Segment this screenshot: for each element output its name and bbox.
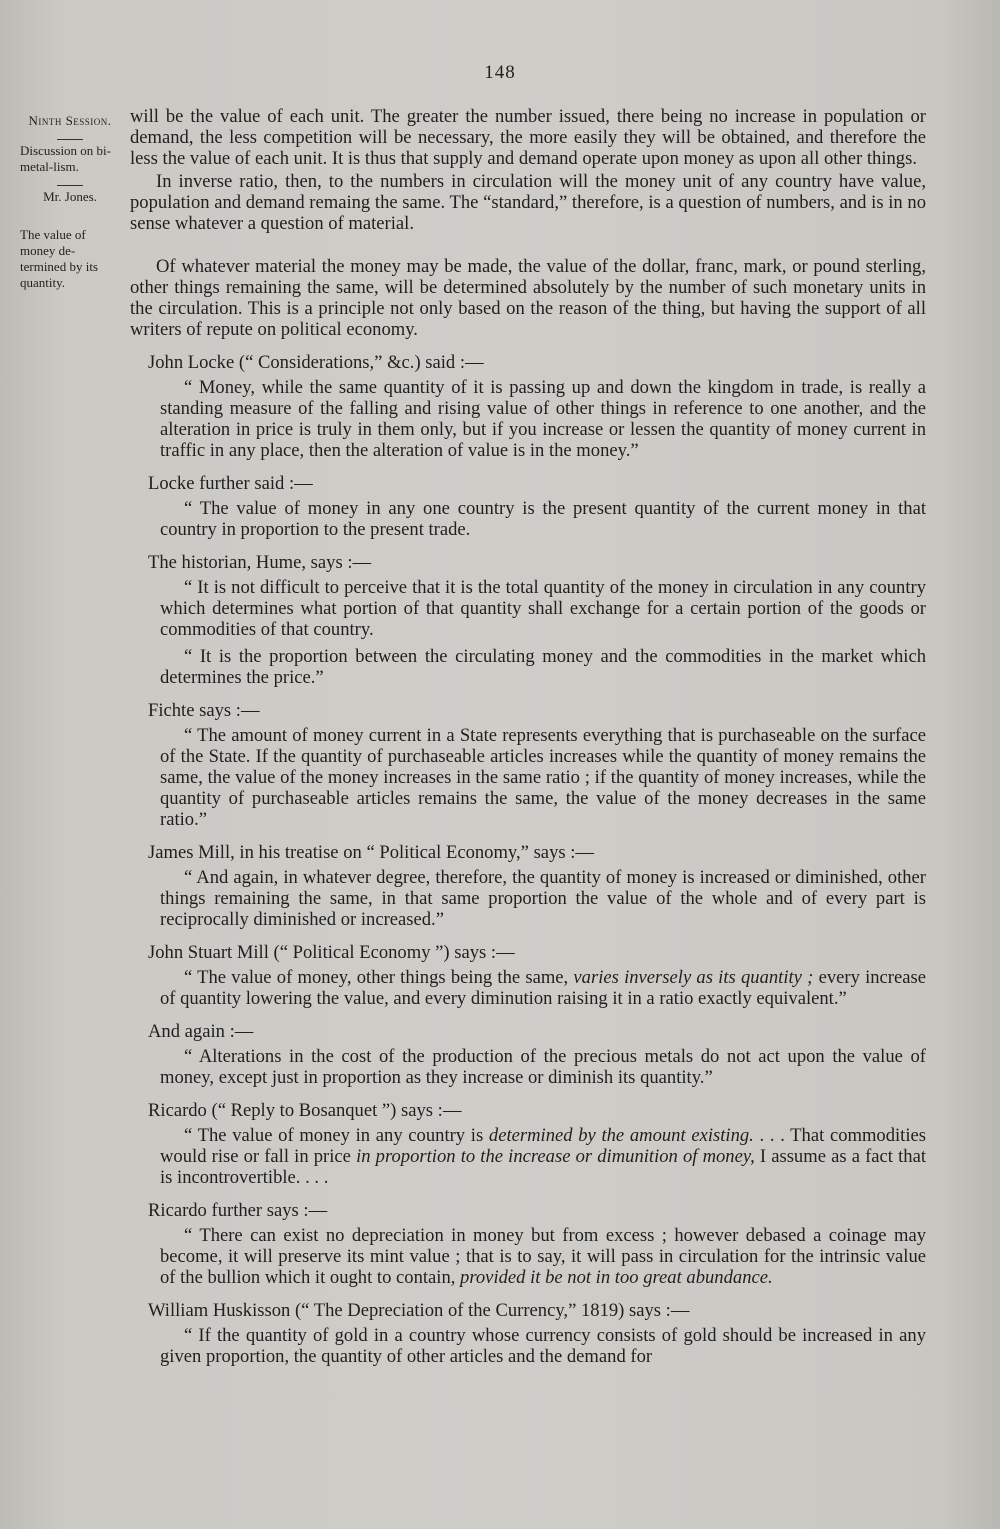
quotation: “ Alterations in the cost of the production of the precious metals do not act upon the value of money, except just in proportion as they increase or diminish its quantity.” <box>160 1046 926 1088</box>
quotation: “ It is not difficult to perceive that it is the total quantity of the money in circulation in any country which determines what portion of that quantity shall exchange for a certain portion of the goods or commodities of that country. <box>160 577 926 640</box>
margin-note-speaker: Mr. Jones. <box>43 189 97 204</box>
citation-intro: And again :— <box>148 1021 254 1042</box>
body-text <box>130 106 926 1373</box>
citation-intro: Ricardo (“ Reply to Bosanquet ”) says :— <box>148 1100 462 1121</box>
citation-intro: The historian, Hume, says :— <box>148 552 372 573</box>
citation-intro: Fichte says :— <box>148 700 260 721</box>
paragraph: In inverse ratio, then, to the numbers in circulation will the money unit of any country have value, population and demand remaing the same. The “standard,” therefore, is a question of numbers, and is in no sense whatever a question of material. <box>130 171 926 234</box>
page-number: 148 <box>484 62 516 83</box>
quotation: “ The value of money, other things being the same, varies inversely as its quantity ; every increase of quantity lowering the value, and every diminution raising it in a ratio exactly equivalent.” <box>160 967 926 1009</box>
citation-intro: Locke further said :— <box>148 473 313 494</box>
quotation: “ The amount of money current in a State represents everything that is purchaseable on the surface of the State. If the quantity of purchaseable articles increases while the quantity of money remains the same, the value of the money increases in the same ratio ; if the quantity of money increases, while the quantity of purchaseable articles remains the same, the value of the money decreases in the same ratio.” <box>160 725 926 830</box>
margin-rule <box>57 139 83 140</box>
citation-intro: John Locke (“ Considerations,” &c.) said :— <box>148 352 484 373</box>
paragraph: will be the value of each unit. The greater the number issued, there being no increase in population or demand, the less competition will be necessary, the more easily they will be obtained, and therefore the less the value of each unit. It is thus that supply and demand operate upon money as upon all other things. <box>130 106 926 169</box>
quotation: “ Money, while the same quantity of it is passing up and down the kingdom in trade, is really a standing measure of the falling and rising value of other things in reference to one another, and the alteration in price is truly in them only, but if you increase or lessen the quantity of money current in traffic in any place, then the alteration of value is in the money.” <box>160 377 926 461</box>
margin-notes <box>20 113 120 301</box>
citation-intro: James Mill, in his treatise on “ Political Economy,” says :— <box>148 842 595 863</box>
quotation: “ The value of money in any one country is the present quantity of the current money in that country in proportion to the present trade. <box>160 498 926 540</box>
citation-intro: John Stuart Mill (“ Political Economy ”) says :— <box>148 942 515 963</box>
paragraph: Of whatever material the money may be made, the value of the dollar, franc, mark, or pound sterling, other things remaining the same, will be determined absolutely by the number of such monetary units in the circulation. This is a principle not only based on the reason of the thing, but having the support of all writers of repute on political economy. <box>130 256 926 340</box>
margin-note-session: Ninth Session. <box>28 113 112 128</box>
margin-note-topic: The value of money de-termined by its quantity. <box>20 227 98 290</box>
margin-note-discussion: Discussion on bi-metal-lism. <box>20 143 111 174</box>
margin-rule <box>57 185 83 186</box>
quotation: “ It is the proportion between the circulating money and the commodities in the market which determines the price.” <box>160 646 926 688</box>
quotation: “ There can exist no depreciation in money but from excess ; however debased a coinage may become, it will preserve its mint value ; that is to say, it will pass in circulation for the intrinsic value of the bullion which it ought to contain, provided it be not in too great abundance. <box>160 1225 926 1288</box>
quotation: “ And again, in whatever degree, therefore, the quantity of money is increased or diminished, other things remaining the same, in that same proportion the value of the whole and of every part is reciprocally diminished or increased.” <box>160 867 926 930</box>
citation-intro: William Huskisson (“ The Depreciation of the Currency,” 1819) says :— <box>148 1300 690 1321</box>
quotation: “ If the quantity of gold in a country whose currency consists of gold should be increased in any given proportion, the quantity of other articles and the demand for <box>160 1325 926 1367</box>
quotation: “ The value of money in any country is determined by the amount existing. . . . That commodities would rise or fall in price in proportion to the increase or dimunition of money, I assume as a fact that is incontrovertible. . . . <box>160 1125 927 1188</box>
citation-intro: Ricardo further says :— <box>148 1200 328 1221</box>
